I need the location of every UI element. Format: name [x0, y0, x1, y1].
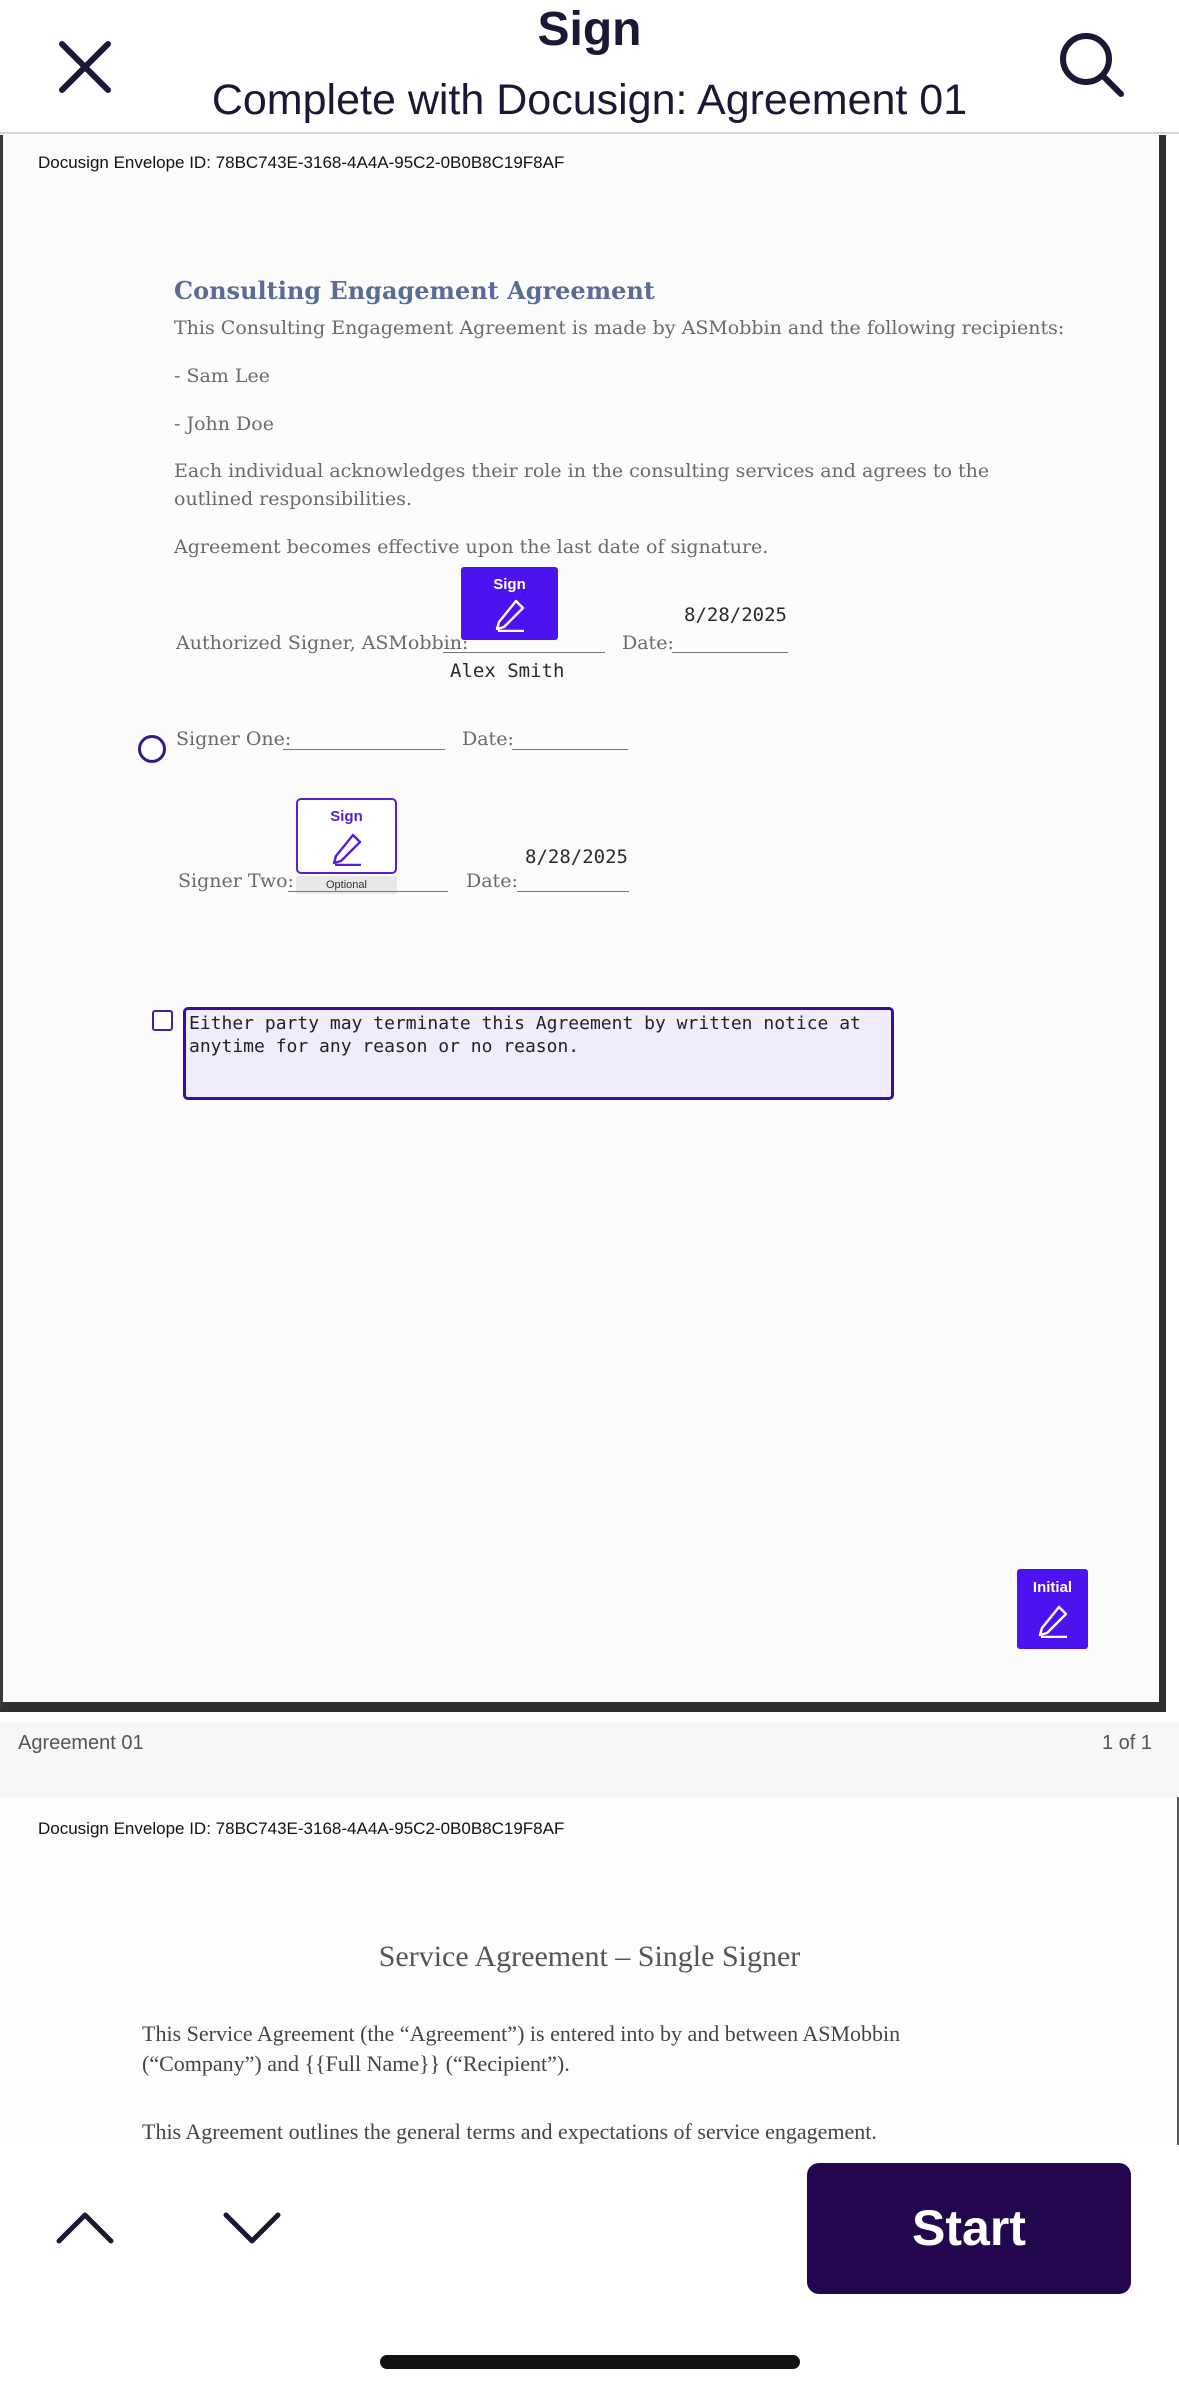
authorized-signer-name: Alex Smith: [450, 660, 565, 682]
envelope-id: Docusign Envelope ID: 78BC743E-3168-4A4A-95C2-0B0B8C19F8AF: [38, 1819, 565, 1838]
authorized-date-value: 8/28/2025: [684, 604, 787, 626]
terminate-text-field[interactable]: Either party may terminate this Agreement by written notice at anytime for any reason or no reason.: [183, 1007, 894, 1100]
recipient-2: - John Doe: [174, 413, 274, 435]
date-line: [512, 749, 628, 750]
chevron-up-icon[interactable]: [50, 2203, 120, 2253]
page-footer: [0, 1722, 1179, 1797]
pen-icon: [331, 832, 363, 866]
page2-paragraph-1-line-1: This Service Agreement (the “Agreement”) is entered into by and between ASMobbin: [142, 2021, 901, 2046]
acknowledgement-line-2: outlined responsibilities.: [174, 488, 413, 510]
recipient-1: - Sam Lee: [174, 365, 270, 387]
date-label: Date:: [462, 728, 514, 750]
authorized-signer-label: Authorized Signer, ASMobbin:: [176, 632, 469, 654]
optional-label: Optional: [296, 876, 397, 894]
pen-icon: [494, 598, 526, 632]
document-page-2: [0, 1797, 1179, 2145]
acknowledgement-line-1: Each individual acknowledges their role in the consulting services and agrees to the: [174, 460, 990, 482]
header: [0, 0, 1179, 134]
signer-two-date-value: 8/28/2025: [525, 846, 628, 868]
search-icon[interactable]: [1055, 28, 1129, 102]
date-label: Date:: [622, 632, 674, 654]
initial-tag[interactable]: [1017, 1569, 1088, 1649]
sign-tag-label: Sign: [330, 808, 363, 825]
authorized-signature-line: [443, 652, 605, 653]
start-button[interactable]: Start: [807, 2163, 1131, 2294]
intro-text: This Consulting Engagement Agreement is made by ASMobbin and the following recipients:: [174, 317, 1065, 339]
date-label: Date:: [466, 870, 518, 892]
page-title: Sign: [537, 3, 642, 56]
document-name: Agreement 01: [18, 1732, 144, 1754]
signer-two-signature-line: [288, 891, 448, 892]
sign-tag-authorized[interactable]: [461, 567, 558, 640]
page-count: 1 of 1: [1101, 1732, 1152, 1754]
bottom-bar: [0, 2145, 1179, 2396]
document-subtitle: Complete with Docusign: Agreement 01: [211, 76, 968, 124]
signer-one-radio[interactable]: [138, 735, 166, 763]
chevron-down-icon[interactable]: [217, 2203, 287, 2253]
home-indicator: [380, 2355, 800, 2369]
signer-one-label: Signer One:: [176, 728, 292, 750]
document-title: Consulting Engagement Agreement: [174, 276, 655, 305]
sign-tag-label: Sign: [493, 576, 526, 593]
sign-tag-optional[interactable]: [296, 798, 397, 874]
signer-one-signature-line: [283, 749, 445, 750]
page2-paragraph-1-line-2: (“Company”) and {{Full Name}} (“Recipient”).: [142, 2051, 570, 2076]
pen-icon: [1036, 1604, 1070, 1638]
effective-text: Agreement becomes effective upon the last date of signature.: [174, 536, 769, 558]
terminate-checkbox[interactable]: [152, 1010, 173, 1031]
initial-tag-label: Initial: [1032, 1579, 1073, 1596]
signer-two-label: Signer Two:: [178, 870, 294, 892]
page2-title: Service Agreement – Single Signer: [378, 1940, 801, 1973]
date-line: [517, 891, 629, 892]
envelope-id: Docusign Envelope ID: 78BC743E-3168-4A4A-95C2-0B0B8C19F8AF: [38, 153, 565, 172]
date-line: [672, 652, 788, 653]
page2-paragraph-2: This Agreement outlines the general terms and expectations of service engagement.: [142, 2119, 877, 2144]
